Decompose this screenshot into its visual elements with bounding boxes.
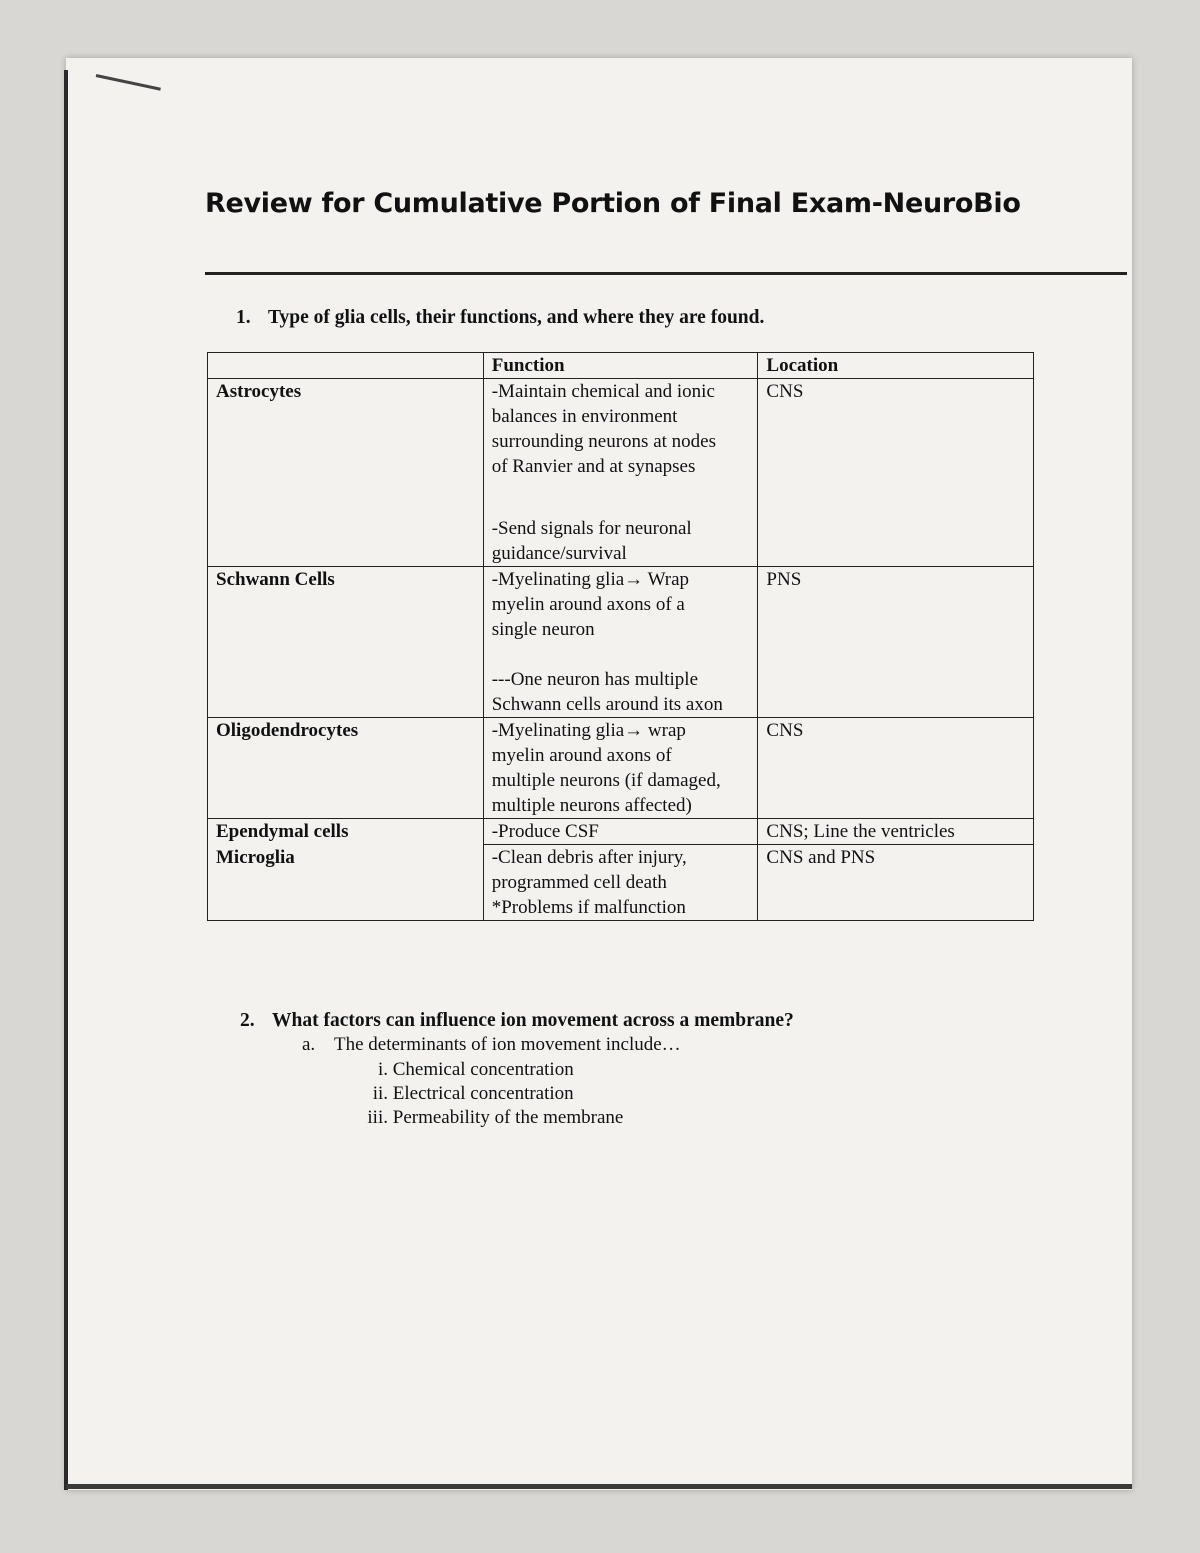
answer-a <box>302 1034 681 1056</box>
list-item-label: i. <box>377 1059 388 1080</box>
paper-bottom-edge <box>66 1484 1132 1489</box>
list-item <box>356 1059 574 1081</box>
table-row <box>208 819 1034 845</box>
title-divider <box>205 272 1127 275</box>
cell-location: CNS <box>758 718 1034 819</box>
list-item-label: iii. <box>367 1107 388 1128</box>
function-line: -Produce CSF <box>491 821 599 842</box>
table-row <box>208 567 1034 718</box>
function-line <box>492 642 758 667</box>
function-line: ---One neuron has multiple <box>491 669 699 690</box>
glia-table <box>207 352 1034 921</box>
cell-location: PNS <box>758 567 1034 718</box>
list-item <box>356 1083 574 1105</box>
cell-function <box>483 819 758 845</box>
function-line: -Maintain chemical and ionic <box>491 381 715 402</box>
question-1-number: 1. <box>236 307 251 328</box>
table-row <box>208 718 1034 819</box>
cell-function <box>483 379 758 567</box>
cell-location: CNS and PNS <box>758 845 1034 921</box>
function-line: -Send signals for neuronal <box>491 518 692 539</box>
function-line: guidance/survival <box>491 543 627 564</box>
list-item-label: ii. <box>372 1083 388 1104</box>
function-line: of Ranvier and at synapses <box>491 456 696 477</box>
cell-function <box>483 845 758 921</box>
function-line: *Problems if malfunction <box>491 897 686 918</box>
cell-location: CNS; Line the ventricles <box>758 819 1034 845</box>
function-line: multiple neurons (if damaged, <box>491 770 721 791</box>
list-item-text: Electrical concentration <box>392 1083 574 1104</box>
question-2 <box>240 1010 794 1032</box>
cell-name: Microglia <box>208 845 484 921</box>
cell-name: Ependymal cells <box>208 819 484 845</box>
table-row <box>208 845 1034 921</box>
table-header-row <box>208 353 1034 379</box>
table-row <box>208 379 1034 567</box>
cell-name: Schwann Cells <box>208 567 484 718</box>
function-line: -Myelinating glia→ wrap <box>491 720 686 741</box>
answer-a-text: The determinants of ion movement include… <box>334 1034 681 1055</box>
list-item-text: Chemical concentration <box>392 1059 574 1080</box>
table-header-cell <box>208 353 484 379</box>
table-header-cell: Function <box>483 353 758 379</box>
question-1-text: Type of glia cells, their functions, and where they are found. <box>268 307 765 328</box>
function-line: balances in environment <box>491 406 678 427</box>
list-item-text: Permeability of the membrane <box>392 1107 624 1128</box>
spacer <box>492 504 758 516</box>
cell-function <box>483 718 758 819</box>
function-line: Schwann cells around its axon <box>491 694 723 715</box>
function-line: myelin around axons of a <box>491 594 685 615</box>
function-line: -Myelinating glia→ Wrap <box>491 569 690 590</box>
paper-left-edge <box>64 70 68 1490</box>
function-line: multiple neurons affected) <box>491 795 692 816</box>
list-item <box>356 1107 623 1129</box>
question-2-text: What factors can influence ion movement across a membrane? <box>272 1010 794 1031</box>
function-line: myelin around axons of <box>491 745 672 766</box>
question-1 <box>236 307 764 329</box>
question-2-number: 2. <box>240 1010 255 1031</box>
answer-a-label: a. <box>302 1034 316 1055</box>
page-title: Review for Cumulative Portion of Final Exam-NeuroBio <box>205 188 1021 219</box>
cell-name: Astrocytes <box>208 379 484 567</box>
table-header-cell: Location <box>758 353 1034 379</box>
cell-name: Oligodendrocytes <box>208 718 484 819</box>
function-line <box>492 479 758 504</box>
function-line: programmed cell death <box>491 872 667 893</box>
function-line: -Clean debris after injury, <box>491 847 687 868</box>
function-line: surrounding neurons at nodes <box>491 431 716 452</box>
cell-location: CNS <box>758 379 1034 567</box>
cell-function <box>483 567 758 718</box>
function-line: single neuron <box>491 619 595 640</box>
